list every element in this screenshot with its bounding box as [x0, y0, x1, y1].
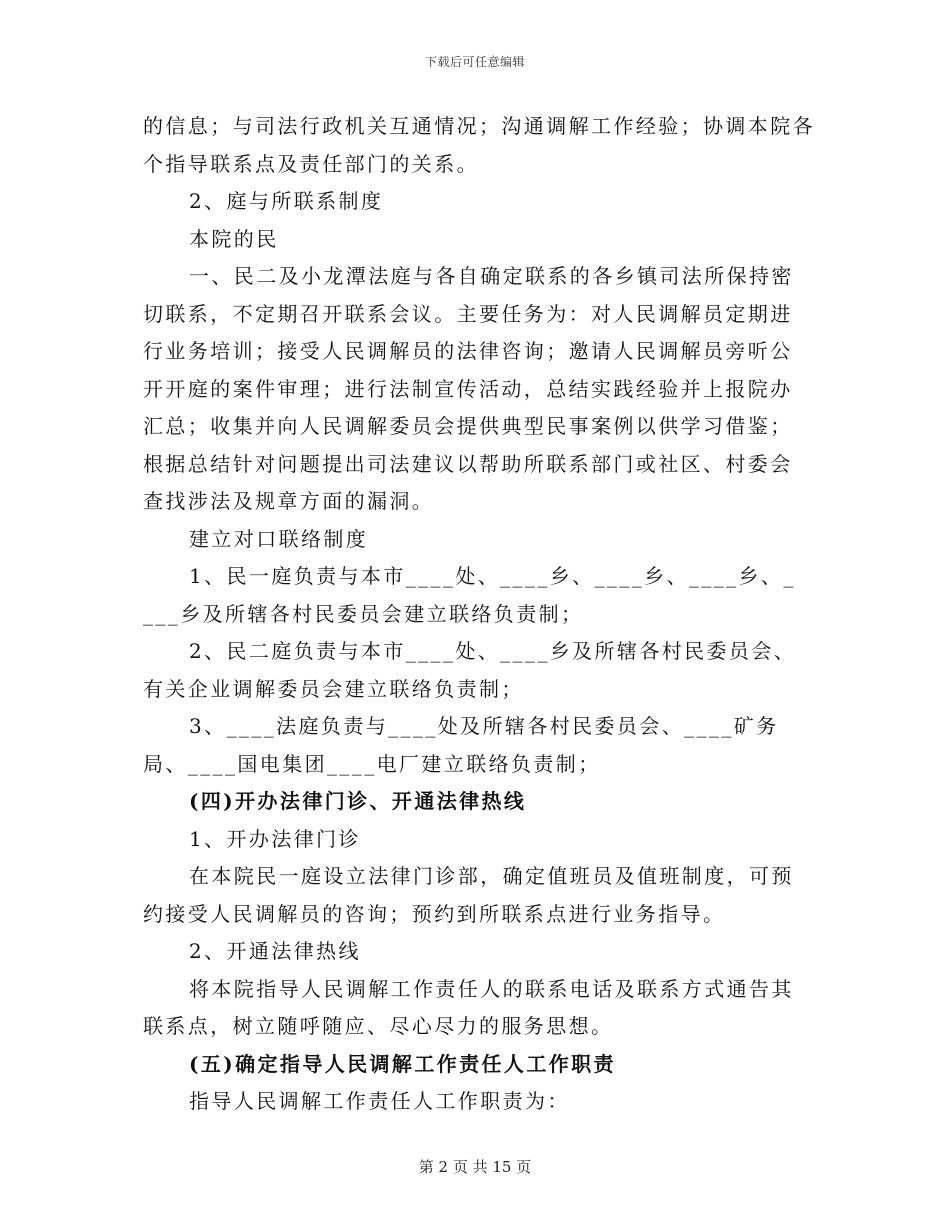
- paragraph: 2、民二庭负责与本市____处、____乡及所辖各村民委员会、有关企业调解委员会建立联络负责制；: [143, 639, 797, 701]
- paragraph: 在本院民一庭设立法律门诊部，确定值班员及值班制度，可预约接受人民调解员的咨询；预约到所联系点进行业务指导。: [143, 864, 794, 926]
- section-heading: (四)开办法律门诊、开通法律热线: [189, 789, 527, 813]
- document-body: [143, 108, 815, 1121]
- paragraph: 3、____法庭负责与____处及所辖各村民委员会、____矿务局、____国电集团____电厂建立联络负责制；: [143, 714, 779, 776]
- paragraph-line: 的信息；与司法行政机关互通情况；沟通调解工作经验；协调本院各: [143, 114, 815, 138]
- section-subheading: 2、庭与所联系制度: [189, 189, 384, 213]
- section-heading: (五)确定指导人民调解工作责任人工作职责: [189, 1051, 616, 1076]
- paragraph: 指导人民调解工作责任人工作职责为：: [189, 1089, 570, 1113]
- section-subheading: 1、开办法律门诊: [189, 826, 361, 851]
- section-subheading: 2、开通法律热线: [189, 939, 361, 963]
- page-footer: 第 2 页 共 15 页: [418, 1158, 532, 1176]
- paragraph: 建立对口联络制度: [189, 526, 369, 551]
- paragraph: 一、民二及小龙潭法庭与各自确定联系的各乡镇司法所保持密切联系，不定期召开联系会议。主要任务为：对人民调解员定期进行业务培训；接受人民调解员的法律咨询；邀请人民调解员旁听公开开庭的案件审理；进行法制宣传活动，总结实践经验并上报院办汇总；收集并向人民调解委员会提供典型民事案例以供学习借鉴；根据总结针对问题提出司法建议以帮助所联系部门或社区、村委会查找涉法及规章方面的漏洞。: [143, 264, 794, 513]
- paragraph: 本院的民: [189, 226, 279, 251]
- paragraph: 将本院指导人民调解工作责任人的联系电话及联系方式通告其联系点，树立随呼随应、尽心尽力的服务思想。: [143, 976, 794, 1038]
- paragraph-line: 个指导联系点及责任部门的关系。: [143, 151, 479, 176]
- paragraph: 1、民一庭负责与本市____处、____乡、____乡、____乡、____乡及所辖各村民委员会建立联络负责制；: [143, 564, 796, 626]
- page-header: 下载后可任意编辑: [424, 55, 525, 69]
